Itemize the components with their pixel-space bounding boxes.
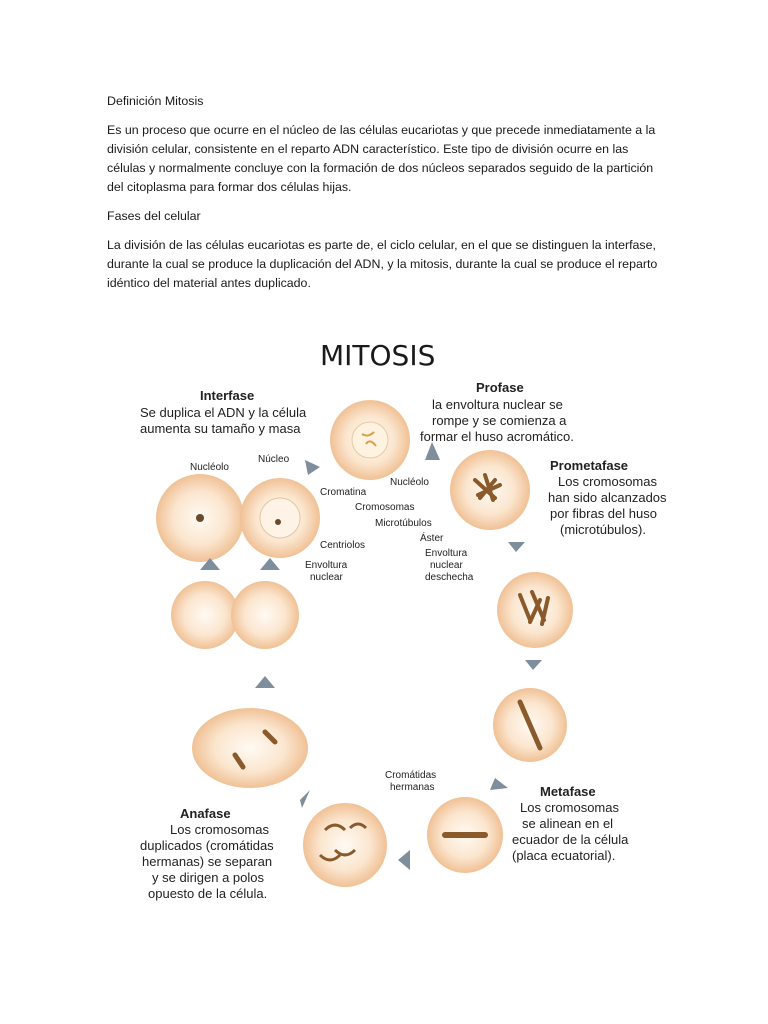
nucleolus-1 <box>196 514 204 522</box>
arrow-icon <box>300 790 310 808</box>
phase-interfase-line2: aumenta su tamaño y masa <box>140 421 301 436</box>
heading-fases: Fases del celular <box>107 209 201 223</box>
figure-title: MITOSIS <box>320 339 436 372</box>
phase-metafase-line2: se alinean en el <box>522 816 614 831</box>
phase-anafase-line4: y se dirigen a polos <box>152 870 265 885</box>
label-nucleolo-right: Nucléolo <box>390 477 429 488</box>
phase-metafase-line4: (placa ecuatorial). <box>512 848 616 863</box>
label-nucleolo-left: Nucléolo <box>190 462 229 473</box>
phase-anafase-name: Anafase <box>180 806 231 821</box>
nucleus-interfase <box>260 498 300 538</box>
heading-definicion: Definición Mitosis <box>107 94 204 108</box>
arrow-icon <box>260 558 280 570</box>
phase-prometafase-line4: (microtúbulos). <box>560 522 646 537</box>
label-cromatina: Cromatina <box>320 487 367 498</box>
phase-metafase-line3: ecuador de la célula <box>512 832 629 847</box>
label-centriolos: Centriolos <box>320 540 366 551</box>
phase-profase-line3: formar el huso acromático. <box>420 429 574 444</box>
label-microtubulos: Microtúbulos <box>375 518 432 529</box>
nucleolus-2 <box>275 519 281 525</box>
mitosis-figure <box>140 330 680 910</box>
cell-anafase <box>303 803 387 887</box>
phase-anafase-line5: opuesto de la célula. <box>148 886 268 901</box>
label-envoltura-deschecha-2: nuclear <box>430 560 463 571</box>
nucleus-profase <box>352 422 388 458</box>
arrow-icon <box>525 660 542 670</box>
mitosis-diagram <box>140 330 680 910</box>
arrow-icon <box>490 778 508 790</box>
label-aster: Áster <box>420 533 444 544</box>
phase-interfase-line1: Se duplica el ADN y la célula <box>140 405 307 420</box>
phase-metafase-name: Metafase <box>540 784 596 799</box>
label-envoltura-deschecha-1: Envoltura <box>425 548 468 559</box>
paragraph-fases: La división de las células eucariotas es parte de, el ciclo celular, en el que se distinguen la interfase, durante la cual se produce la duplicación del ADN, y la mitosis, durante la cual se produce el reparto idéntico del material antes duplicado. <box>107 238 658 290</box>
paragraph-definicion: Es un proceso que ocurre en el núcleo de las células eucariotas y que precede inmediatamente a la división celular, consistente en el reparto ADN característico. Este tipo de división ocurre en las células y normalmente concluye con la formación de dos núcleos separados seguido de la partición del citoplasma para formar dos células hijas. <box>107 123 656 194</box>
label-cromatidas-2: hermanas <box>390 782 435 793</box>
label-envoltura-1: Envoltura <box>305 560 348 571</box>
arrow-icon <box>398 850 410 870</box>
document-body <box>107 92 667 303</box>
label-cromatidas-1: Cromátidas <box>385 770 437 781</box>
label-cromosomas: Cromosomas <box>355 502 415 513</box>
arrow-icon <box>255 676 275 688</box>
phase-prometafase-line3: por fibras del huso <box>550 506 657 521</box>
phase-interfase-name: Interfase <box>200 388 255 403</box>
arrow-icon <box>425 442 440 460</box>
phase-anafase-line3: hermanas) se separan <box>142 854 273 869</box>
phase-profase-line1: la envoltura nuclear se <box>432 397 563 412</box>
cell-daughter-2 <box>231 581 299 649</box>
arrow-icon <box>508 542 525 552</box>
phase-profase-name: Profase <box>476 380 524 395</box>
label-envoltura-deschecha-3: deschecha <box>425 572 474 583</box>
cell-telofase <box>192 708 308 788</box>
phase-anafase-line2: duplicados (cromátidas <box>140 838 274 853</box>
phase-metafase-line1: Los cromosomas <box>520 800 619 815</box>
phase-anafase-line1: Los cromosomas <box>170 822 269 837</box>
label-envoltura-2: nuclear <box>310 572 343 583</box>
cell-daughter-1 <box>171 581 239 649</box>
phase-profase-line2: rompe y se comienza a <box>432 413 567 428</box>
label-nucleo: Núcleo <box>258 454 290 465</box>
phase-prometafase-name: Prometafase <box>550 458 629 473</box>
phase-prometafase-line1: Los cromosomas <box>558 474 657 489</box>
arrow-icon <box>305 460 320 475</box>
phase-prometafase-line2: han sido alcanzados <box>548 490 667 505</box>
